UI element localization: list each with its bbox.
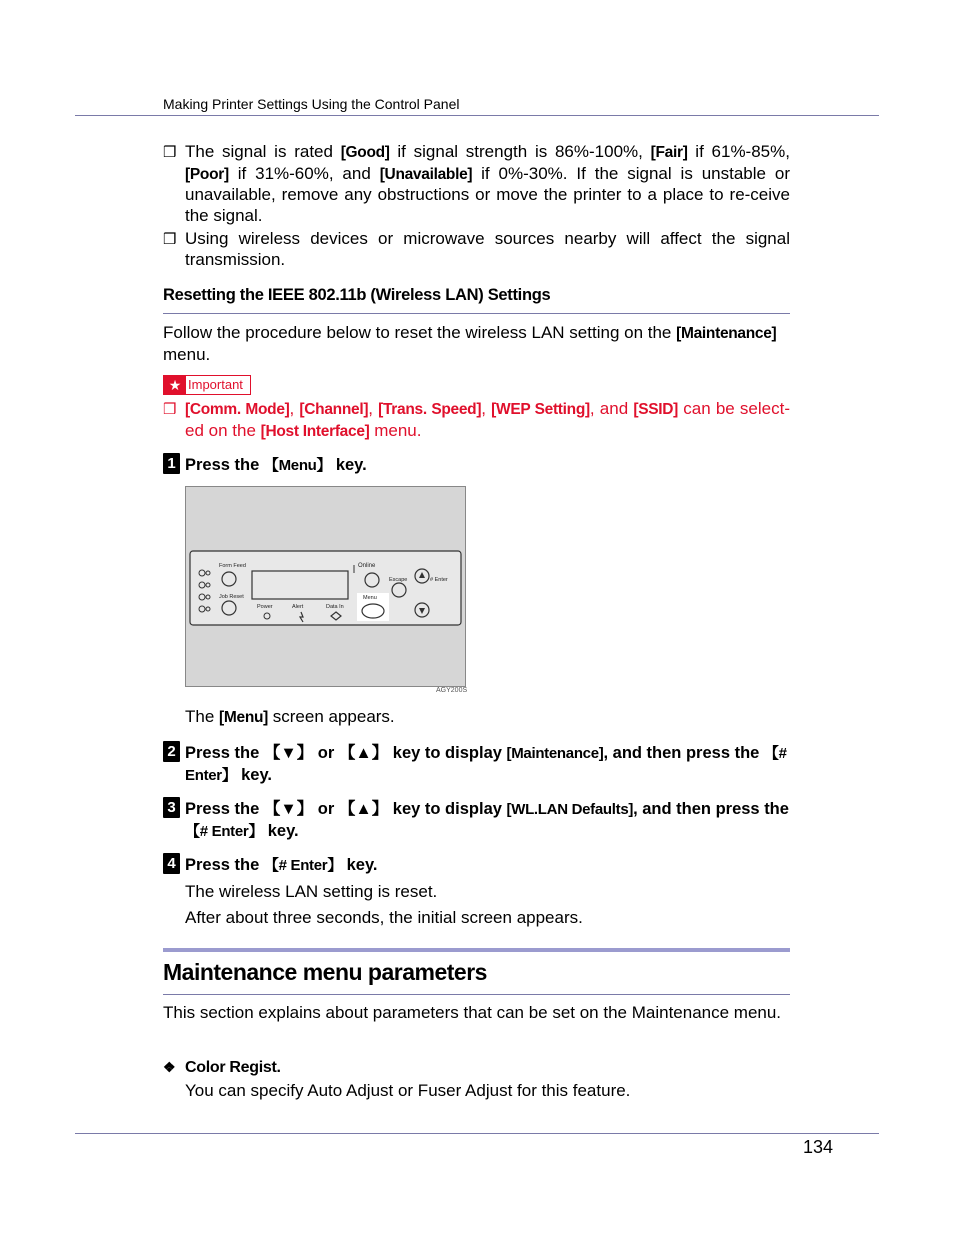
step-number: 4 (163, 853, 180, 874)
step-1-result: The [Menu] screen appears. (185, 707, 395, 726)
running-header: Making Printer Settings Using the Control Panel (163, 96, 460, 112)
step-number: 2 (163, 741, 180, 762)
control-panel-drawing (186, 487, 465, 686)
figure-code: AGY200S (436, 687, 468, 694)
star-icon: ★ (164, 376, 186, 394)
label-escape: Escape (389, 577, 408, 583)
checkbox-bullet-icon: ❒ (163, 144, 177, 161)
color-regist-title: ❖ Color Regist. (163, 1059, 281, 1076)
label-power: Power (257, 604, 273, 610)
step-4-result-1: The wireless LAN setting is reset. (185, 882, 438, 901)
step-4: 4 Press the 【# Enter】 key. (185, 855, 790, 877)
footer-rule (75, 1133, 879, 1134)
heading-rule (163, 994, 790, 995)
page-number: 134 (803, 1137, 834, 1157)
checkbox-bullet-icon: ❒ (163, 231, 177, 248)
step-1: 1 Press the 【Menu】 key. (185, 455, 790, 477)
label-online: Online (358, 563, 376, 569)
diamond-bullet-icon: ❖ (163, 1059, 176, 1075)
section-intro: Follow the procedure below to reset the wireless LAN setting on the [Maintenance] menu. (163, 323, 777, 364)
maintenance-title: Maintenance menu parameters (163, 959, 487, 985)
important-note: ❒ [Comm. Mode], [Channel], [Trans. Speed], [WEP Setting], and [SSID] can be select-ed on the [Host Interface] menu. (163, 399, 791, 440)
checkbox-bullet-icon: ❒ (163, 401, 177, 418)
step-4-result-2: After about three seconds, the initial screen appears. (185, 908, 583, 927)
label-alert: Alert (292, 604, 304, 610)
label-job-reset: Job Reset (219, 594, 244, 600)
label-enter: # Enter (430, 577, 448, 583)
control-panel-illustration (185, 486, 466, 687)
step-number: 1 (163, 453, 180, 474)
color-regist-text: You can specify Auto Adjust or Fuser Adjust for this feature. (185, 1081, 631, 1100)
step-number: 3 (163, 797, 180, 818)
note-interference: ❒ Using wireless devices or microwave sources nearby will affect the signal transmission. (163, 229, 790, 269)
heading-bar (163, 948, 790, 952)
step-3: 3 Press the 【▼】 or 【▲】 key to display [WL.LAN Defaults], and then press the 【# Enter】 key. (185, 799, 790, 842)
label-menu: Menu (363, 595, 377, 601)
maintenance-intro: This section explains about parameters that can be set on the Maintenance menu. (163, 1003, 782, 1022)
header-rule (75, 115, 879, 116)
section-rule (163, 313, 790, 314)
label-form-feed: Form Feed (219, 563, 246, 569)
label-data-in: Data In (326, 604, 344, 610)
section-title: Resetting the IEEE 802.11b (Wireless LAN) Settings (163, 286, 551, 304)
note-signal: ❒ The signal is rated [Good] if signal strength is 86%-100%, [Fair] if 61%-85%, [Poor] if 31%-60%, and [Unavailable] if 0%-30%. If the signal is unstable or unavailable, remove any obstructions or move the printer to a place to re-ceive the signal. (163, 142, 790, 225)
important-badge: ★ Important (163, 375, 251, 395)
step-2: 2 Press the 【▼】 or 【▲】 key to display [Maintenance], and then press the 【# Enter】 key. (185, 743, 790, 786)
